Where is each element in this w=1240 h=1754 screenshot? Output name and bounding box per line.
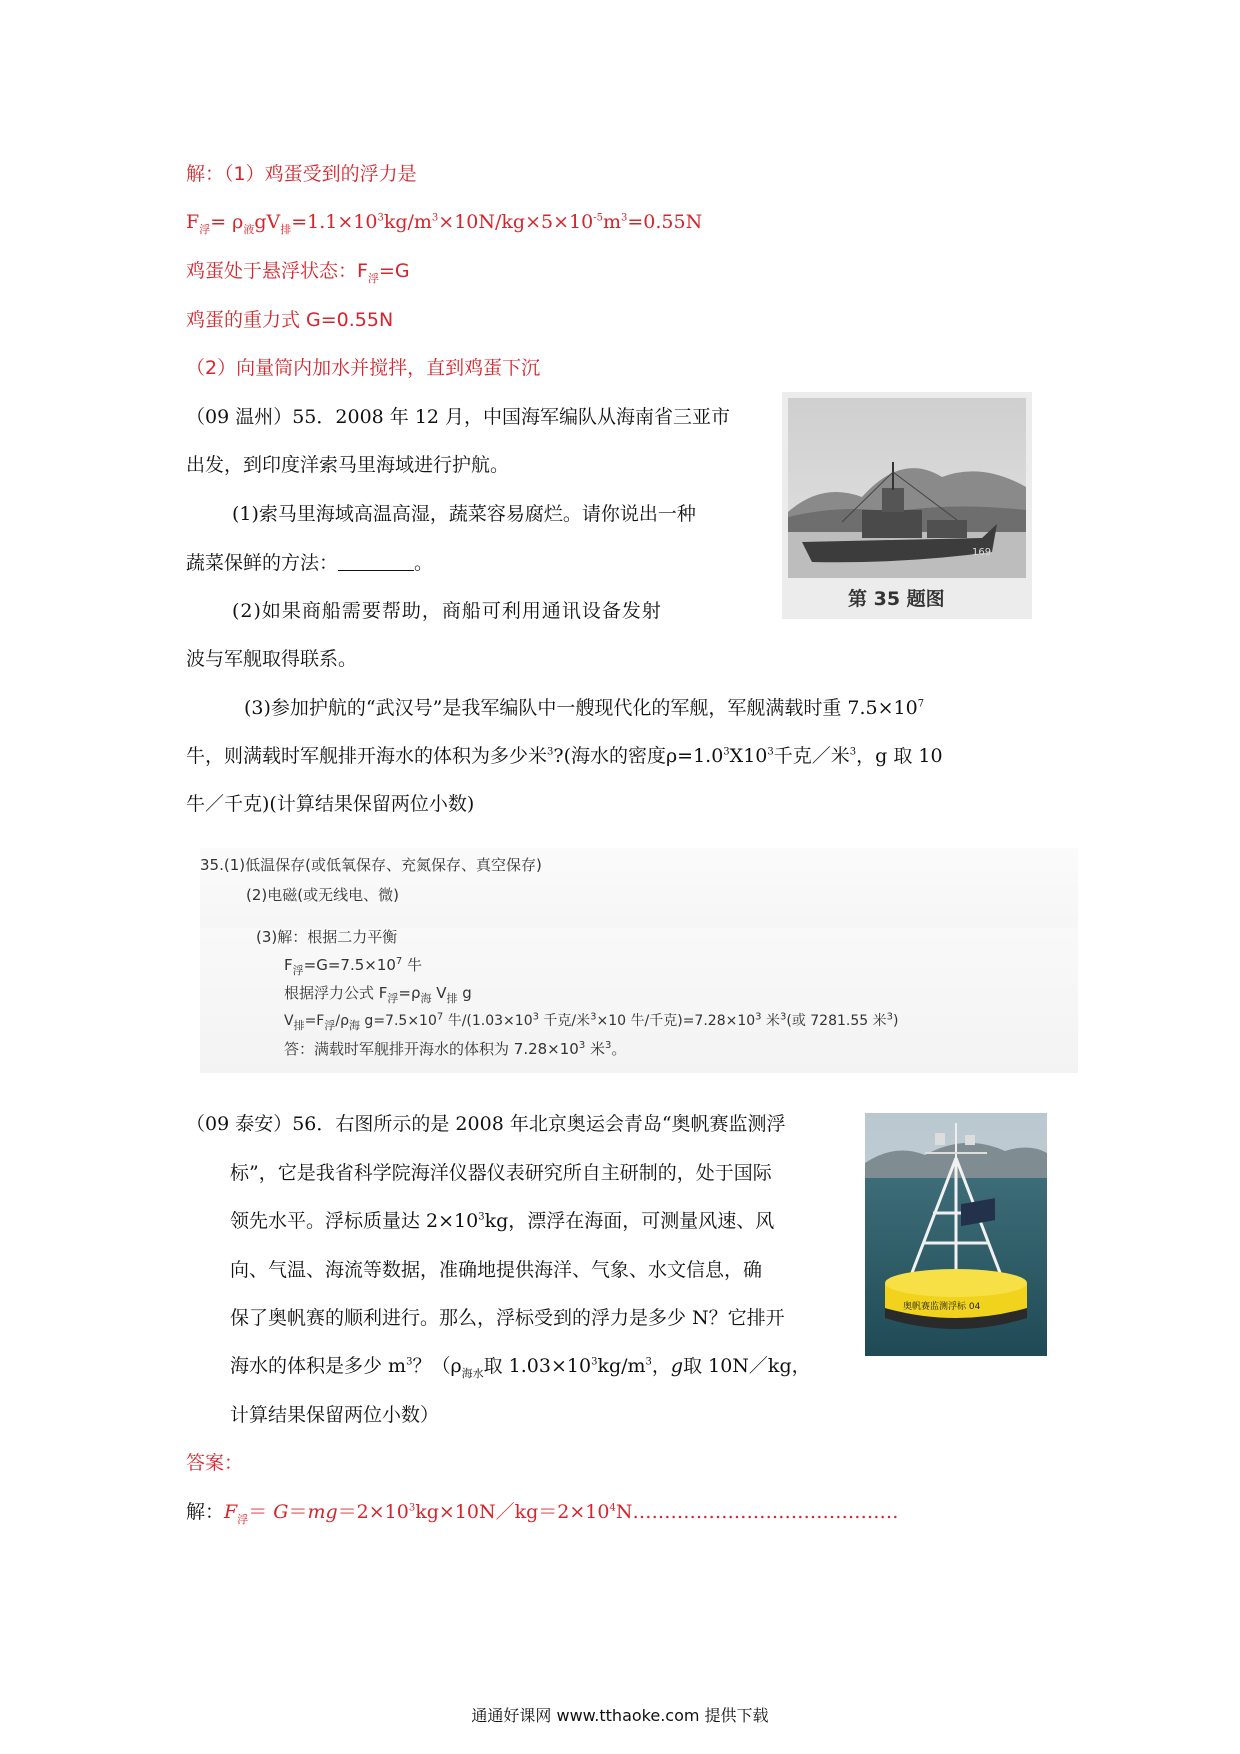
q55-line-1: （09 温州）55．2008 年 12 月，中国海军编队从海南省三亚市	[186, 406, 731, 428]
page-footer: 通通好课网 www.tthaoke.com 提供下载	[471, 1706, 769, 1725]
figure-caption: 第 35 题图	[848, 588, 945, 610]
q55-line-6: 波与军舰取得联系。	[186, 648, 358, 670]
q55-line-8: 牛，则满载时军舰排开海水的体积为多少米$^3$?(海水的密度$\rho=1.0^3X10^3$千克／米$^3$，g 取 10	[186, 745, 943, 767]
ship-hull-number: 169	[972, 547, 992, 558]
solution-1-line-4: 鸡蛋的重力式 G=0.55N	[186, 309, 394, 331]
answer-56-solution: 解：$F_浮=$ $G=mg=2\times 10^3kg\times 10N/kg=2\times 10^4N\dots\dots\dots\dots\dots\dots\dots\dots\dots\dots\dots\dots\dots\dots$	[186, 1501, 899, 1526]
answer-56-label: 答案：	[186, 1452, 244, 1474]
q55-line-5: (2)如果商船需要帮助，商船可利用通讯设备发射	[232, 600, 662, 622]
solution-1-line-1: 解：（1）鸡蛋受到的浮力是	[186, 163, 417, 185]
q55-line-7: (3)参加护航的“武汉号”是我军编队中一艘现代化的军舰，军舰满载时重 $7.5\times 10^7$	[244, 697, 925, 719]
q56-line-4: 向、气温、海流等数据，准确地提供海洋、气象、水文信息，确	[230, 1259, 763, 1281]
answer-blank	[338, 552, 414, 571]
answer-35-line-2: (2)电磁(或无线电、微)	[246, 886, 399, 904]
answer-35-scan	[200, 848, 1078, 1073]
q56-line-6: 海水的体积是多少 $m^3$？（$\rho_{海水}$取 $1.03\times 10^3kg/m^3$，g取 10N／kg，	[230, 1355, 811, 1380]
answer-35-line-4: $F_浮=G=7.5\times 10^7$ 牛	[284, 956, 423, 977]
q55-line-4: 蔬菜保鲜的方法： 。	[186, 552, 434, 574]
answer-35-line-1: 35.(1)低温保存(或低氧保存、充氮保存、真空保存)	[200, 856, 542, 874]
q56-line-3: 领先水平。浮标质量达 $2\times 10^3kg$，漂浮在海面，可测量风速、风	[230, 1210, 775, 1232]
buoy-figure	[865, 1113, 1047, 1356]
answer-35-line-3: (3)解：根据二力平衡	[256, 928, 398, 946]
q56-line-1: （09 泰安）56．右图所示的是 2008 年北京奥运会青岛“奥帆赛监测浮	[186, 1113, 786, 1135]
solution-1-line-3: 鸡蛋处于悬浮状态：$F_浮=G$	[186, 260, 410, 285]
warship-photo	[782, 392, 1032, 619]
q55-line-3: (1)索马里海域高温高湿，蔬菜容易腐烂。请你说出一种	[232, 503, 696, 525]
q55-line-9: 牛／千克)(计算结果保留两位小数)	[186, 793, 475, 815]
q55-line-2: 出发，到印度洋索马里海域进行护航。	[186, 454, 510, 476]
buoy-photo	[865, 1113, 1047, 1356]
buoy-label: 奥帆赛监测浮标 04	[903, 1302, 981, 1312]
warship-figure	[782, 392, 1032, 619]
q56-line-2: 标”，它是我省科学院海洋仪器仪表研究所自主研制的，处于国际	[230, 1162, 772, 1184]
answer-35-line-5: 根据浮力公式 $F_浮=\rho_海$ $V_排$ g	[284, 984, 472, 1005]
solution-1-line-5: （2）向量筒内加水并搅拌，直到鸡蛋下沉	[186, 357, 541, 379]
answer-35-line-7: 答：满载时军舰排开海水的体积为 $7.28\times 10^3$ 米$^3$。	[284, 1040, 627, 1058]
q56-line-7: 计算结果保留两位小数）	[230, 1404, 440, 1426]
solution-1-line-2: $F_浮= \rho_液gV_排=1.1\times 10^3kg/m^3\times 10N/kg\times 5\times 10^{-5}m^3=0.55N$	[186, 211, 703, 236]
answer-35-line-6: $V_排=F_浮/\rho_海$ $g=7.5\times 10^7$ 牛$/(1.03\times 10^3$ 千克/米$^3$×10 牛/千克)$=7.28\times 10^3$ 米$^3$(或 7281.55 米$^3$)	[284, 1011, 899, 1032]
q56-line-5: 保了奥帆赛的顺利进行。那么，浮标受到的浮力是多少 N？它排开	[230, 1307, 785, 1329]
